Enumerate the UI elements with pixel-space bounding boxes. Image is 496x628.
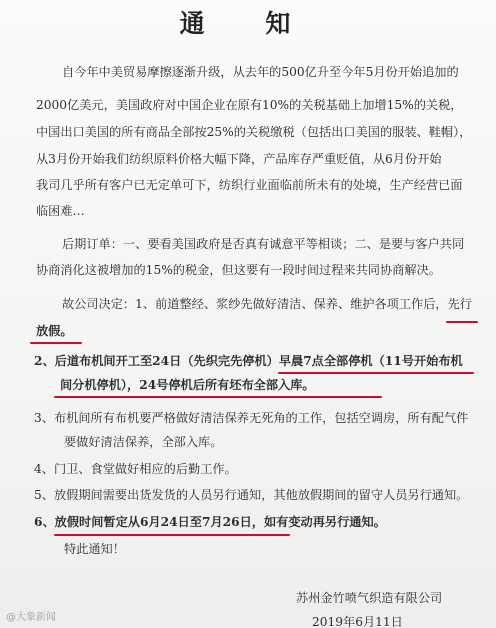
item3-line2: 要做好清洁保养，全部入库。 (64, 435, 223, 449)
closing: 特此通知！ (64, 542, 125, 556)
para2-line1: 后期订单：一、要看美国政府是否真有诚意平等相谈；二、是要与客户共同 (62, 237, 465, 251)
notice-title: 通 知 (179, 9, 317, 38)
underline-fangjia (30, 342, 82, 344)
item2-line1: 2、后道布机间开工至24日（先织完先停机）早晨7点全部停机（11号开始布机 (34, 354, 463, 368)
para2-line2: 协商消化这被增加的15%的税金，但这要有一段时间过程来共同协商解决。 (36, 263, 441, 277)
para1-line3: 中国出口美国的所有商品全部按25%的关税缴税（包括出口美国的服装、鞋帽）， (36, 125, 472, 139)
underline-item2-b (54, 396, 382, 398)
underline-item6 (54, 534, 290, 536)
para3-line1: 故公司决定：1、前道整经、浆纱先做好清洁、保养、维护各项工作后，先行 (62, 297, 472, 311)
underline-xianxing (446, 321, 478, 323)
item4: 4、门卫、食堂做好相应的后勤工作。 (34, 462, 237, 476)
item5: 5、放假期间需要出货发货的人员另行通知，其他放假期间的留守人员另行通知。 (34, 488, 469, 502)
watermark: @大象新闻 (6, 612, 56, 623)
para3-line2: 放假。 (36, 324, 73, 338)
para1-line1: 自今年中美贸易摩擦逐渐升级，从去年的500亿升至今年5月份开始追加的 (62, 65, 459, 79)
para1-line6: 临困难… (36, 204, 85, 218)
item6: 6、放假时间暂定从6月24日至7月26日，如有变动再另行通知。 (34, 515, 386, 529)
underline-item2-a (278, 372, 474, 374)
notice-date: 2019年6月11日 (312, 615, 403, 628)
item3-line1: 3、布机间所有布机要严格做好清洁保养无死角的工作，包括空调房，所有配气件 (34, 411, 469, 425)
para1-line4: 从3月份开始我们纺织原料价格大幅下降，产品库存严重贬值，从6月份开始 (36, 152, 442, 166)
company-name: 苏州金竹喷气织造有限公司 (296, 591, 443, 605)
item2-line2: 间分机停机），24号停机后所有坯布全部入库。 (60, 378, 315, 392)
para1-line2: 2000亿美元，美国政府对中国企业在原有10%的关税基础上加增15%的关税， (36, 98, 463, 112)
para1-line5: 我司几乎所有客户已无定单可下，纺织行业面临前所未有的处境，生产经营已面 (36, 178, 463, 192)
